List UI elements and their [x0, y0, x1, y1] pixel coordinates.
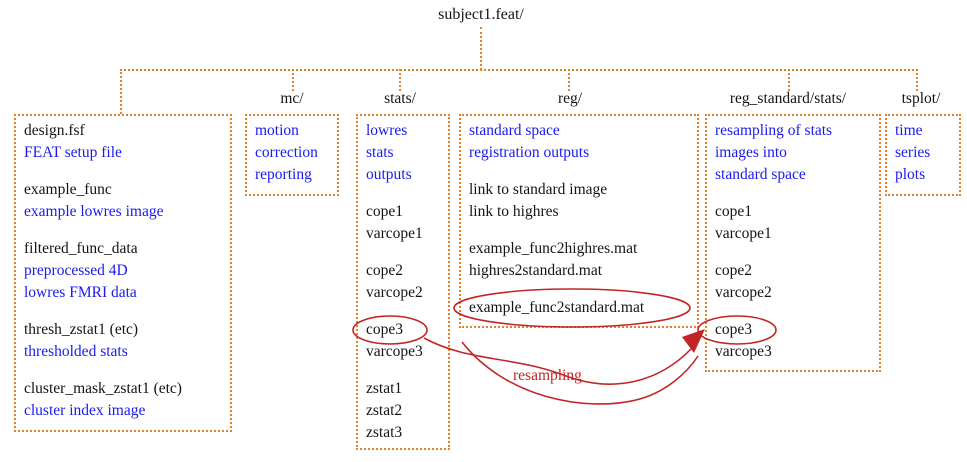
- file-link-to-highres: link to highres: [469, 203, 559, 220]
- file-group: [469, 238, 689, 282]
- branch-label-tsplot: tsplot/: [901, 90, 941, 107]
- desc-standard-space-2: standard space: [715, 166, 806, 183]
- tree-drop-tsplot-line: [916, 69, 918, 91]
- folder-box-tsplot: [885, 114, 961, 196]
- tree-drop-mc-line: [292, 69, 294, 91]
- file-group: [366, 201, 440, 245]
- tree-horizontal-line: [120, 69, 918, 71]
- file-varcope3-reg-standard: varcope3: [715, 343, 772, 360]
- desc-feat-setup-file: FEAT setup file: [24, 144, 122, 161]
- desc-preprocessed-4d: preprocessed 4D: [24, 262, 128, 279]
- diagram-title: subject1.feat/: [438, 6, 524, 23]
- file-group: [24, 319, 222, 363]
- file-cope3-stats: cope3: [366, 321, 404, 338]
- file-group: [24, 378, 222, 422]
- tree-drop-reg-standard-line: [788, 69, 790, 91]
- file-group: [715, 260, 871, 304]
- desc-time: time: [895, 122, 923, 139]
- desc-lowres: lowres: [366, 122, 408, 139]
- resampling-label: resampling: [513, 367, 582, 384]
- desc-outputs: outputs: [366, 166, 412, 183]
- branch-label-reg: reg/: [557, 90, 583, 107]
- file-group: [715, 201, 871, 245]
- desc-correction: correction: [255, 144, 318, 161]
- file-cope1-reg-standard: cope1: [715, 203, 753, 220]
- file-group: [715, 319, 871, 363]
- file-example-func2highres-mat: example_func2highres.mat: [469, 240, 638, 257]
- file-group: [366, 378, 440, 444]
- file-zstat2: zstat2: [366, 402, 403, 419]
- file-cope3-reg-standard: cope3: [715, 321, 753, 338]
- file-cope2-stats: cope2: [366, 262, 404, 279]
- file-group: [366, 319, 440, 363]
- desc-images-into: images into: [715, 144, 787, 161]
- file-group: [255, 120, 329, 186]
- file-thresh-zstat1: thresh_zstat1 (etc): [24, 321, 139, 338]
- desc-reporting: reporting: [255, 166, 312, 183]
- file-varcope1-reg-standard: varcope1: [715, 225, 772, 242]
- branch-label-stats: stats/: [384, 90, 416, 107]
- resampling-arrowhead-icon: [682, 329, 705, 353]
- folder-box-root-files: [14, 114, 232, 432]
- desc-series: series: [895, 144, 931, 161]
- folder-box-mc: [245, 114, 339, 196]
- file-group: [24, 179, 222, 223]
- file-group: [469, 297, 689, 319]
- desc-example-lowres-image: example lowres image: [24, 203, 164, 220]
- folder-box-reg: [459, 114, 699, 328]
- file-zstat3: zstat3: [366, 424, 403, 441]
- file-example-func2standard-mat: example_func2standard.mat: [469, 299, 645, 316]
- branch-label-mc: mc/: [280, 90, 304, 107]
- file-filtered-func-data: filtered_func_data: [24, 240, 138, 257]
- file-group: [469, 120, 689, 164]
- desc-resampling-of-stats: resampling of stats: [715, 122, 833, 139]
- desc-stats: stats: [366, 144, 394, 161]
- file-group: [895, 120, 951, 186]
- file-cope2-reg-standard: cope2: [715, 262, 753, 279]
- desc-cluster-index-image: cluster index image: [24, 402, 146, 419]
- tree-drop-files-line: [120, 69, 122, 114]
- tree-drop-stats-line: [399, 69, 401, 91]
- file-cluster-mask-zstat1: cluster_mask_zstat1 (etc): [24, 380, 182, 397]
- file-cope1-stats: cope1: [366, 203, 404, 220]
- folder-box-stats: [356, 114, 450, 450]
- file-varcope1-stats: varcope1: [366, 225, 423, 242]
- file-link-to-standard-image: link to standard image: [469, 181, 608, 198]
- file-example-func: example_func: [24, 181, 112, 198]
- file-varcope2-stats: varcope2: [366, 284, 423, 301]
- file-varcope2-reg-standard: varcope2: [715, 284, 772, 301]
- tree-drop-reg-line: [568, 69, 570, 91]
- desc-lowres-fmri-data: lowres FMRI data: [24, 284, 137, 301]
- file-design-fsf: design.fsf: [24, 122, 85, 139]
- desc-plots: plots: [895, 166, 926, 183]
- file-zstat1: zstat1: [366, 380, 403, 397]
- file-group: [366, 120, 440, 186]
- file-highres2standard-mat: highres2standard.mat: [469, 262, 603, 279]
- file-varcope3-stats: varcope3: [366, 343, 423, 360]
- desc-registration-outputs: registration outputs: [469, 144, 590, 161]
- branch-label-reg-standard: reg_standard/stats/: [729, 90, 847, 107]
- tree-root-stem-line: [480, 27, 482, 70]
- desc-thresholded-stats: thresholded stats: [24, 343, 128, 360]
- folder-box-reg-standard-stats: [705, 114, 881, 372]
- file-group: [469, 179, 689, 223]
- desc-motion: motion: [255, 122, 299, 139]
- file-group: [366, 260, 440, 304]
- file-group: [715, 120, 871, 186]
- file-group: [24, 120, 222, 164]
- file-group: [24, 238, 222, 304]
- desc-standard-space: standard space: [469, 122, 560, 139]
